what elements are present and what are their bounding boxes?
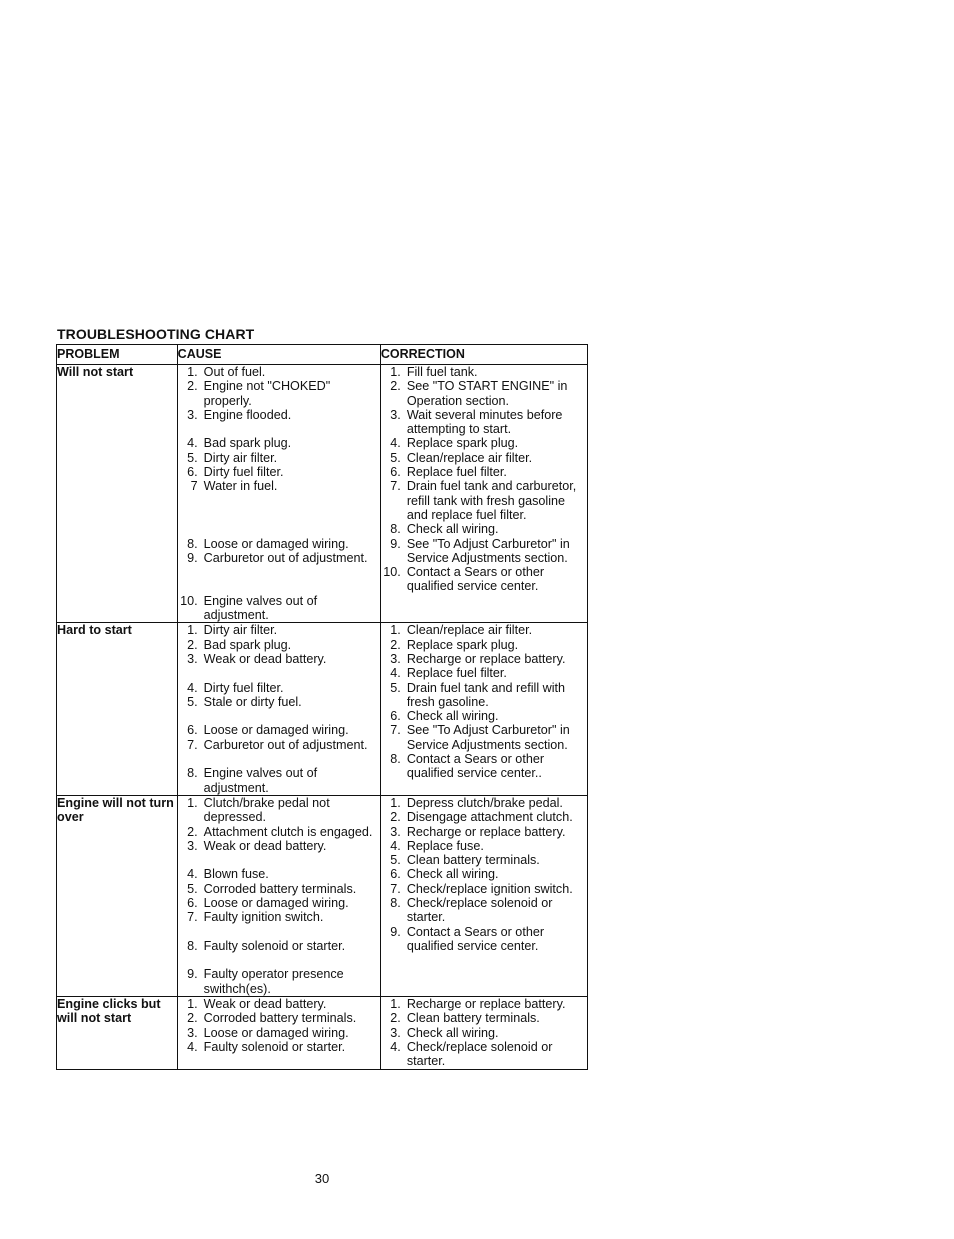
cause-item: [178, 594, 380, 623]
item-number: 4.: [390, 666, 401, 681]
correction-item: [381, 623, 587, 637]
correction-item: [381, 666, 587, 680]
item-text: Contact a Sears or other qualified service center.: [406, 924, 545, 953]
item-text: Clean battery terminals.: [406, 853, 540, 868]
item-text: Faulty ignition switch.: [203, 910, 324, 925]
correction-item: [381, 1011, 587, 1025]
item-number: 5.: [390, 450, 401, 465]
correction-item: [381, 1026, 587, 1040]
item-number: 3.: [187, 651, 198, 666]
problem-cell: Will not start: [57, 365, 178, 623]
item-text: Engine valves out of adjustment.: [203, 766, 318, 795]
cause-item: [178, 939, 380, 953]
correction-item: [381, 638, 587, 652]
correction-item: [381, 379, 587, 408]
item-text: Check/replace solenoid or starter.: [406, 1039, 553, 1069]
item-number: 8.: [187, 938, 198, 953]
item-text: Attachment clutch is engaged.: [203, 824, 373, 839]
item-text: Dirty air filter.: [203, 450, 278, 465]
cause-item: [178, 1011, 380, 1025]
correction-item: [381, 408, 587, 437]
item-number: 4.: [390, 1039, 401, 1054]
item-number: 9.: [187, 550, 198, 565]
cause-item: [178, 867, 380, 881]
cause-item: [178, 436, 380, 450]
item-number: 5.: [390, 853, 401, 868]
item-text: Clean battery terminals.: [406, 1011, 540, 1026]
cause-cell: [177, 365, 380, 623]
cause-item: [178, 652, 380, 666]
cause-cell: [177, 795, 380, 996]
item-number: 3.: [390, 824, 401, 839]
item-number: 4.: [390, 838, 401, 853]
cause-item: [178, 365, 380, 379]
item-number: 8.: [390, 522, 401, 537]
item-number: 3.: [390, 407, 401, 422]
item-text: Replace fuel filter.: [406, 666, 507, 681]
cause-item: [178, 638, 380, 652]
item-number: 5.: [187, 450, 198, 465]
item-number: 9.: [187, 967, 198, 982]
cause-item: [178, 766, 380, 795]
cause-item: [178, 681, 380, 695]
item-number: 2.: [390, 379, 401, 394]
table-body: [57, 365, 588, 1070]
item-number: 3.: [187, 838, 198, 853]
cause-item: [178, 910, 380, 924]
item-number: 2.: [187, 1011, 198, 1026]
item-number: 8.: [390, 752, 401, 767]
correction-item: [381, 997, 587, 1011]
item-number: 2.: [390, 810, 401, 825]
item-number: 1.: [390, 997, 401, 1012]
cause-item: [178, 723, 380, 737]
correction-cell: [380, 997, 587, 1069]
item-number: 6.: [390, 709, 401, 724]
correction-item: [381, 810, 587, 824]
cause-item: [178, 465, 380, 479]
cause-cell: [177, 997, 380, 1069]
cause-item: [178, 896, 380, 910]
item-number: 7.: [187, 910, 198, 925]
cause-item: [178, 967, 380, 996]
header-row: [57, 345, 588, 365]
item-number: 6.: [187, 465, 198, 480]
item-text: Wait several minutes before attempting to start.: [406, 407, 563, 437]
cause-item: [178, 537, 380, 551]
item-text: Stale or dirty fuel.: [203, 694, 302, 709]
correction-item: [381, 479, 587, 522]
item-text: See "To Adjust Carburetor" in Service Adjustments section.: [406, 536, 570, 565]
item-text: See "TO START ENGINE" in Operation section.: [406, 379, 568, 408]
item-text: Bad spark plug.: [203, 436, 292, 451]
item-number: 7.: [390, 723, 401, 738]
item-text: Depress clutch/brake pedal.: [406, 795, 563, 810]
item-number: 10.: [180, 593, 198, 608]
item-text: Check/replace ignition switch.: [406, 881, 573, 896]
item-text: Engine flooded.: [203, 407, 292, 422]
item-number: 6.: [187, 723, 198, 738]
item-text: Loose or damaged wiring.: [203, 536, 349, 551]
item-text: Replace spark plug.: [406, 637, 519, 652]
item-text: Drain fuel tank and carburetor, refill tank with fresh gasoline and replace fuel filter.: [406, 479, 577, 522]
item-number: 1.: [390, 623, 401, 638]
item-text: Drain fuel tank and refill with fresh gasoline.: [406, 680, 566, 709]
cause-cell: [177, 623, 380, 796]
item-text: Faulty solenoid or starter.: [203, 1039, 346, 1054]
item-text: Disengage attachment clutch.: [406, 810, 573, 825]
item-number: 4.: [187, 680, 198, 695]
cause-item: [178, 882, 380, 896]
cause-item: [178, 623, 380, 637]
item-text: Weak or dead battery.: [203, 997, 327, 1012]
correction-item: [381, 882, 587, 896]
item-number: 1.: [187, 795, 198, 810]
table-row: [57, 623, 588, 796]
item-text: Out of fuel.: [203, 365, 266, 379]
item-text: Dirty air filter.: [203, 623, 278, 638]
cause-item: [178, 997, 380, 1011]
correction-cell: [380, 795, 587, 996]
correction-item: [381, 796, 587, 810]
header-problem: PROBLEM: [57, 345, 178, 365]
item-text: Faulty operator presence swithch(es).: [203, 967, 344, 996]
correction-item: [381, 853, 587, 867]
item-number: 9.: [390, 536, 401, 551]
cause-item: [178, 695, 380, 709]
cause-item: [178, 796, 380, 825]
problem-cell: Hard to start: [57, 623, 178, 796]
item-text: Corroded battery terminals.: [203, 1011, 357, 1026]
correction-item: [381, 709, 587, 723]
item-text: Dirty fuel filter.: [203, 680, 284, 695]
correction-item: [381, 867, 587, 881]
correction-cell: [380, 365, 587, 623]
item-number: 2.: [187, 637, 198, 652]
item-text: Engine valves out of adjustment.: [203, 593, 318, 623]
item-number: 5.: [187, 694, 198, 709]
item-text: Contact a Sears or other qualified service center.: [406, 565, 545, 594]
table-row: [57, 795, 588, 996]
item-text: Clutch/brake pedal not depressed.: [203, 795, 330, 825]
item-text: Bad spark plug.: [203, 637, 292, 652]
item-number: 5.: [187, 881, 198, 896]
item-text: Clean/replace air filter.: [406, 450, 533, 465]
item-text: Loose or damaged wiring.: [203, 1025, 349, 1040]
correction-item: [381, 565, 587, 594]
problem-cell: Engine will not turn over: [57, 795, 178, 996]
item-text: Blown fuse.: [203, 867, 269, 882]
item-text: Fill fuel tank.: [406, 365, 478, 379]
item-number: 4.: [187, 867, 198, 882]
item-text: Dirty fuel filter.: [203, 465, 284, 480]
item-text: Loose or damaged wiring.: [203, 723, 349, 738]
item-text: Replace spark plug.: [406, 436, 519, 451]
item-number: 3.: [390, 1025, 401, 1040]
correction-item: [381, 465, 587, 479]
item-number: 7.: [187, 737, 198, 752]
item-number: 5.: [390, 680, 401, 695]
item-number: 8.: [390, 895, 401, 910]
item-text: Water in fuel.: [203, 479, 278, 494]
correction-item: [381, 451, 587, 465]
correction-item: [381, 436, 587, 450]
item-number: 4.: [187, 1039, 198, 1054]
correction-item: [381, 752, 587, 781]
item-number: 10.: [383, 565, 401, 580]
table-row: [57, 365, 588, 623]
item-text: Check all wiring.: [406, 709, 499, 724]
correction-item: [381, 925, 587, 954]
item-number: 9.: [390, 924, 401, 939]
header-correction: CORRECTION: [380, 345, 587, 365]
item-text: Faulty solenoid or starter.: [203, 938, 346, 953]
item-text: Recharge or replace battery.: [406, 997, 566, 1012]
header-cause: CAUSE: [177, 345, 380, 365]
item-number: 1.: [187, 997, 198, 1012]
item-text: Loose or damaged wiring.: [203, 895, 349, 910]
item-text: Recharge or replace battery.: [406, 824, 566, 839]
item-text: Replace fuel filter.: [406, 465, 507, 480]
item-text: Check all wiring.: [406, 1025, 499, 1040]
item-text: Check all wiring.: [406, 867, 499, 882]
cause-item: [178, 451, 380, 465]
item-number: 7: [190, 479, 198, 494]
correction-item: [381, 681, 587, 710]
item-text: Engine not "CHOKED" properly.: [203, 379, 331, 408]
correction-item: [381, 652, 587, 666]
item-number: 3.: [390, 651, 401, 666]
item-text: Replace fuse.: [406, 838, 484, 853]
cause-item: [178, 1040, 380, 1054]
item-number: 3.: [187, 1025, 198, 1040]
item-number: 1.: [390, 795, 401, 810]
item-number: 2.: [187, 824, 198, 839]
item-number: 4.: [390, 436, 401, 451]
chart-title: TROUBLESHOOTING CHART: [57, 326, 255, 342]
correction-item: [381, 365, 587, 379]
correction-item: [381, 723, 587, 752]
troubleshooting-table: [56, 344, 588, 1070]
item-text: Weak or dead battery.: [203, 651, 327, 666]
item-number: 2.: [390, 637, 401, 652]
item-number: 7.: [390, 479, 401, 494]
table-row: [57, 997, 588, 1069]
cause-item: [178, 379, 380, 408]
cause-item: [178, 839, 380, 853]
item-number: 1.: [187, 623, 198, 638]
cause-item: [178, 825, 380, 839]
item-text: Corroded battery terminals.: [203, 881, 357, 896]
item-text: Carburetor out of adjustment.: [203, 550, 368, 565]
item-number: 8.: [187, 766, 198, 781]
item-number: 1.: [187, 365, 198, 379]
item-number: 7.: [390, 881, 401, 896]
item-number: 4.: [187, 436, 198, 451]
correction-item: [381, 896, 587, 925]
cause-item: [178, 1026, 380, 1040]
item-number: 6.: [187, 895, 198, 910]
item-text: See "To Adjust Carburetor" in Service Adjustments section.: [406, 723, 570, 752]
item-number: 2.: [187, 379, 198, 394]
cause-item: [178, 479, 380, 493]
item-number: 1.: [390, 365, 401, 379]
item-number: 6.: [390, 867, 401, 882]
correction-item: [381, 537, 587, 566]
problem-cell: Engine clicks but will not start: [57, 997, 178, 1069]
cause-item: [178, 408, 380, 422]
item-text: Carburetor out of adjustment.: [203, 737, 368, 752]
item-number: 3.: [187, 407, 198, 422]
item-text: Clean/replace air filter.: [406, 623, 533, 638]
item-text: Check/replace solenoid or starter.: [406, 895, 553, 925]
correction-item: [381, 825, 587, 839]
correction-item: [381, 839, 587, 853]
correction-cell: [380, 623, 587, 796]
item-number: 2.: [390, 1011, 401, 1026]
item-text: Check all wiring.: [406, 522, 499, 537]
item-text: Weak or dead battery.: [203, 838, 327, 853]
item-text: Recharge or replace battery.: [406, 651, 566, 666]
item-text: Contact a Sears or other qualified service center..: [406, 752, 545, 781]
cause-item: [178, 738, 380, 752]
correction-item: [381, 522, 587, 536]
item-number: 6.: [390, 465, 401, 480]
item-number: 8.: [187, 536, 198, 551]
correction-item: [381, 1040, 587, 1069]
cause-item: [178, 551, 380, 565]
page-number: 30: [314, 1171, 330, 1186]
